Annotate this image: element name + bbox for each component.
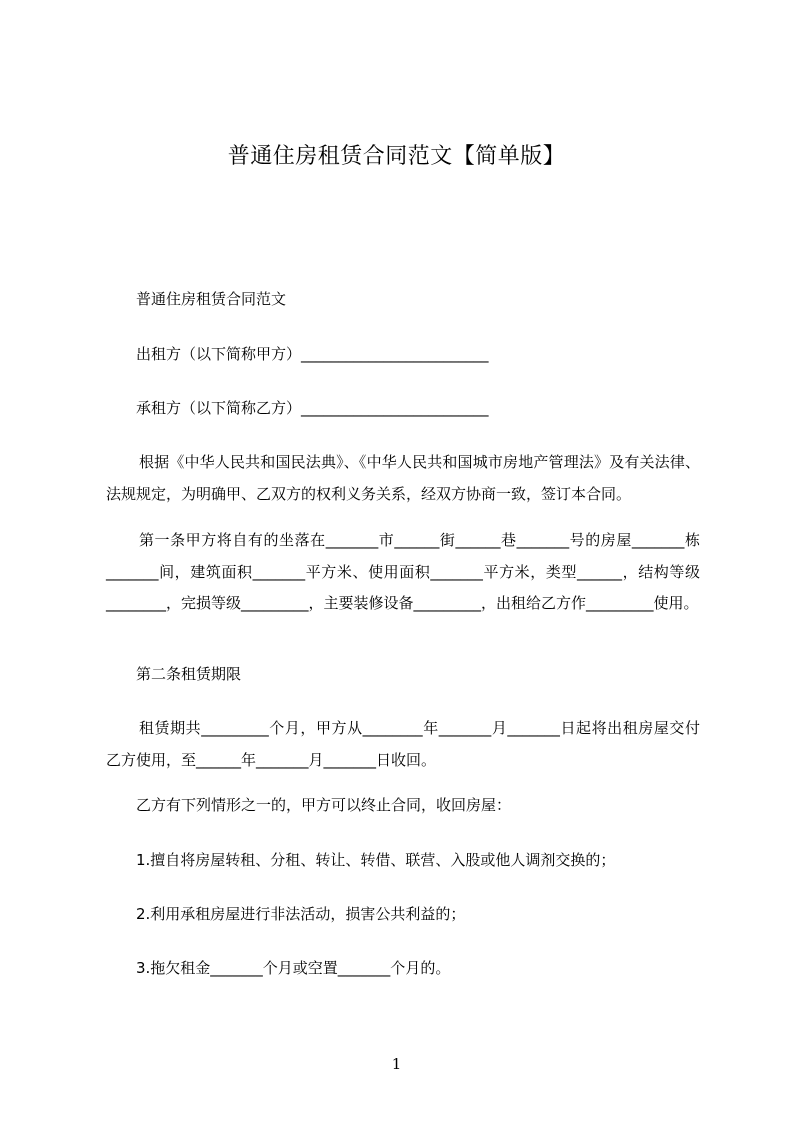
lessee-line: 承租方（以下简称乙方）_________________________ — [136, 399, 489, 417]
lessor-line: 出租方（以下简称甲方）_________________________ — [136, 345, 489, 363]
document-title: 普通住房租赁合同范文【简单版】 — [227, 144, 566, 169]
termination-item-2: 2.利用承租房屋进行非法活动，损害公共利益的； — [136, 905, 466, 923]
contract-heading: 普通住房租赁合同范文 — [136, 290, 287, 308]
page-number: 1 — [391, 1055, 402, 1073]
article-2-heading: 第二条租赁期限 — [136, 665, 242, 683]
preamble-paragraph: 根据《中华人民共和国民法典》、《中华人民共和国城市房地产管理法》及有关法律、法规规定，为明确甲、乙双方的权利义务关系，经双方协商一致，签订本合同。 — [106, 453, 700, 503]
lease-term-paragraph: 租赁期共_________个月，甲方从________年_______月_______日起将出租房屋交付乙方使用，至______年_______月_______日收回。 — [106, 719, 700, 769]
termination-intro: 乙方有下列情形之一的，甲方可以终止合同，收回房屋： — [136, 796, 512, 814]
termination-item-1: 1.擅自将房屋转租、分租、转让、转借、联营、入股或他人调剂交换的； — [136, 851, 616, 869]
article-1-paragraph: 第一条甲方将自有的坐落在_______市______街______巷_______号的房屋_______栋_______间，建筑面积_______平方米、使用面积_______平方米，类型______，结构等级________，完损等级_________，主要装修设备_________，出租给乙方作_________使用。 — [106, 531, 700, 612]
termination-item-3: 3.拖欠租金_______个月或空置_______个月的。 — [136, 959, 451, 977]
